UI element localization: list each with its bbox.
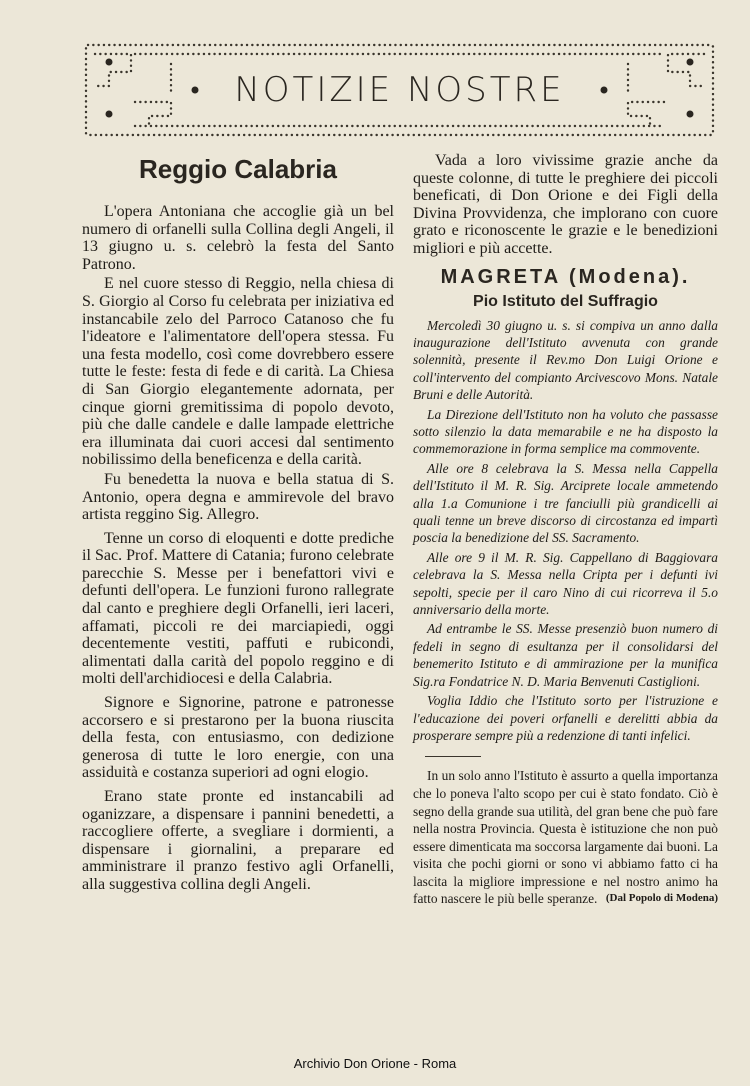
thanks-paragraph: Vada a loro vivissime grazie anche da queste colonne, di tutte le preghiere dei piccoli beneficati, di Don Orione e dei Figli della Divina Provvidenza, che implorano con cuore grato e riconoscente le grazie e le benedizioni migliori e più accette. <box>413 152 718 257</box>
left-column <box>82 152 394 896</box>
divider <box>425 756 481 757</box>
magreta-paragraph: Alle ore 8 celebrava la S. Messa nella Cappella dell'Istituto il M. R. Sig. Arciprete locale ammetendo alla 1.a Comunione i tre fanciulli più grandicelli ai quali tenne un breve discorso di circostanza ed impartì poscia la benedizione del SS. Sacramento. <box>413 460 718 546</box>
reggio-paragraph: Erano state pronte ed instancabili ad oganizzare, a dispensare i pannini benedetti, a raccogliere offerte, a svegliare i dormienti, a dispensare i giornalini, a preparare ed amministrare il pranzo festivo agli Orfanelli, alla suggestiva collina degli Angeli. <box>82 788 394 893</box>
header-banner <box>83 42 716 138</box>
institute-subheading: Pio Istituto del Suffragio <box>473 292 658 310</box>
reggio-paragraph: Fu benedetta la nuova e bella statua di S. Antonio, opera degna e ammirevole del bravo artista reggino Sig. Allegro. <box>82 470 394 524</box>
header-title: NOTIZIE NOSTRE <box>234 70 565 110</box>
right-column <box>413 152 718 907</box>
magreta-heading: MAGRETA (Modena). <box>440 265 691 288</box>
reggio-paragraph: E nel cuore stesso di Reggio, nella chiesa di S. Giorgio al Corso fu celebrata per iniziativa ed instancabile zelo del Parroco Catanoso che fu l'ideatore e l'alimentatore dell'opera stessa. Fu una festa modello, così come dovrebbero essere tutte le feste: festa di fede e di carità. La Chiesa di San Giorgio elegantemente adornata, per cinque giorni gremitissima di popolo devoto, più che dalle candele e dalle lampade elettriche era illuminata dai cuori accesi dal sentimento nobilissimo della beneficenza e della carità. <box>82 275 394 469</box>
closing-paragraph: In un solo anno l'Istituto è assurto a quella importanza che lo poneva l'alto scopo per cui è stato fondato. Ciò è segno della grande sua utilità, del gran bene che può fare nella nostra Provincia. Questa è istituzione che non può essere dimenticata ma soccorsa largamente dai buoni. La visita che pochi giorni or sono vi abbiamo fatto ci ha lascita la migliore impressione e nel nostro animo ha fatto nascere le più belle speranze. <box>413 768 718 907</box>
reggio-paragraph: Signore e Signorine, patrone e patronesse accorsero e si prestarono per la buona riuscita della festa, con entusiasmo, con dedizione generosa di tutte le loro energie, con una assiduità e costanza superiori ad ogni elogio. <box>82 694 394 782</box>
magreta-paragraph: Alle ore 9 il M. R. Sig. Cappellano di Baggiovara celebrava la S. Messa nella Cripta per i defunti ivi sepolti, specie per il caro Nino di cui ricorreva il 5.o anniversario della morte. <box>413 549 718 618</box>
magreta-paragraph: Mercoledì 30 giugno u. s. si compiva un anno dalla inaugurazione dell'Istituto avvenuta con grande solennità, presente il Rev.mo Don Luigi Orione e coll'intervento del compianto Arcivescovo Mons. Natale Bruni e delle Autorità. <box>413 317 718 403</box>
source-credit: (Dal Popolo di Modena) <box>605 892 718 905</box>
reggio-paragraph: L'opera Antoniana che accoglie già un bel numero di orfanelli sulla Collina degli Angeli, il 13 giugno u. s. celebrò la festa del Santo Patrono. <box>82 203 394 273</box>
reggio-paragraph: Tenne un corso di eloquenti e dotte prediche il Sac. Prof. Mattere di Catania; furono celebrate parecchie S. Messe per i benefattori vivi e defunti dell'opera. Le funzioni furono rallegrate dal canto e preghiere degli Orfanelli, ieri laceri, affamati, piccoli re dei marciapiedi, oggi decentemente vestiti, paffuti e rubicondi, alimentati dalla carità del popolo reggino e di molti dell'archidiocesi e della Calabria. <box>82 529 394 688</box>
magreta-paragraph: La Direzione dell'Istituto non ha voluto che passasse sotto silenzio la data memarabile e ne ha disposto la commemorazione in forma semplice ma commovente. <box>413 406 718 457</box>
reggio-heading: Reggio Calabria <box>139 154 337 184</box>
archive-footer: Archivio Don Orione - Roma <box>293 1056 457 1071</box>
magreta-paragraph: Voglia Iddio che l'Istituto sorto per l'istruzione e l'educazione dei poveri orfanelli e derelitti abbia da prosperare sempre più a redenzione di tanti infelici. <box>413 693 718 743</box>
magreta-paragraph: Ad entrambe le SS. Messe presenziò buon numero di fedeli in segno di esultanza per il consolidarsi del benemerito Istituto e di ammirazione per la munifica Sig.ra Fondatrice N. D. Maria Benvenuti Castiglioni. <box>413 621 718 689</box>
